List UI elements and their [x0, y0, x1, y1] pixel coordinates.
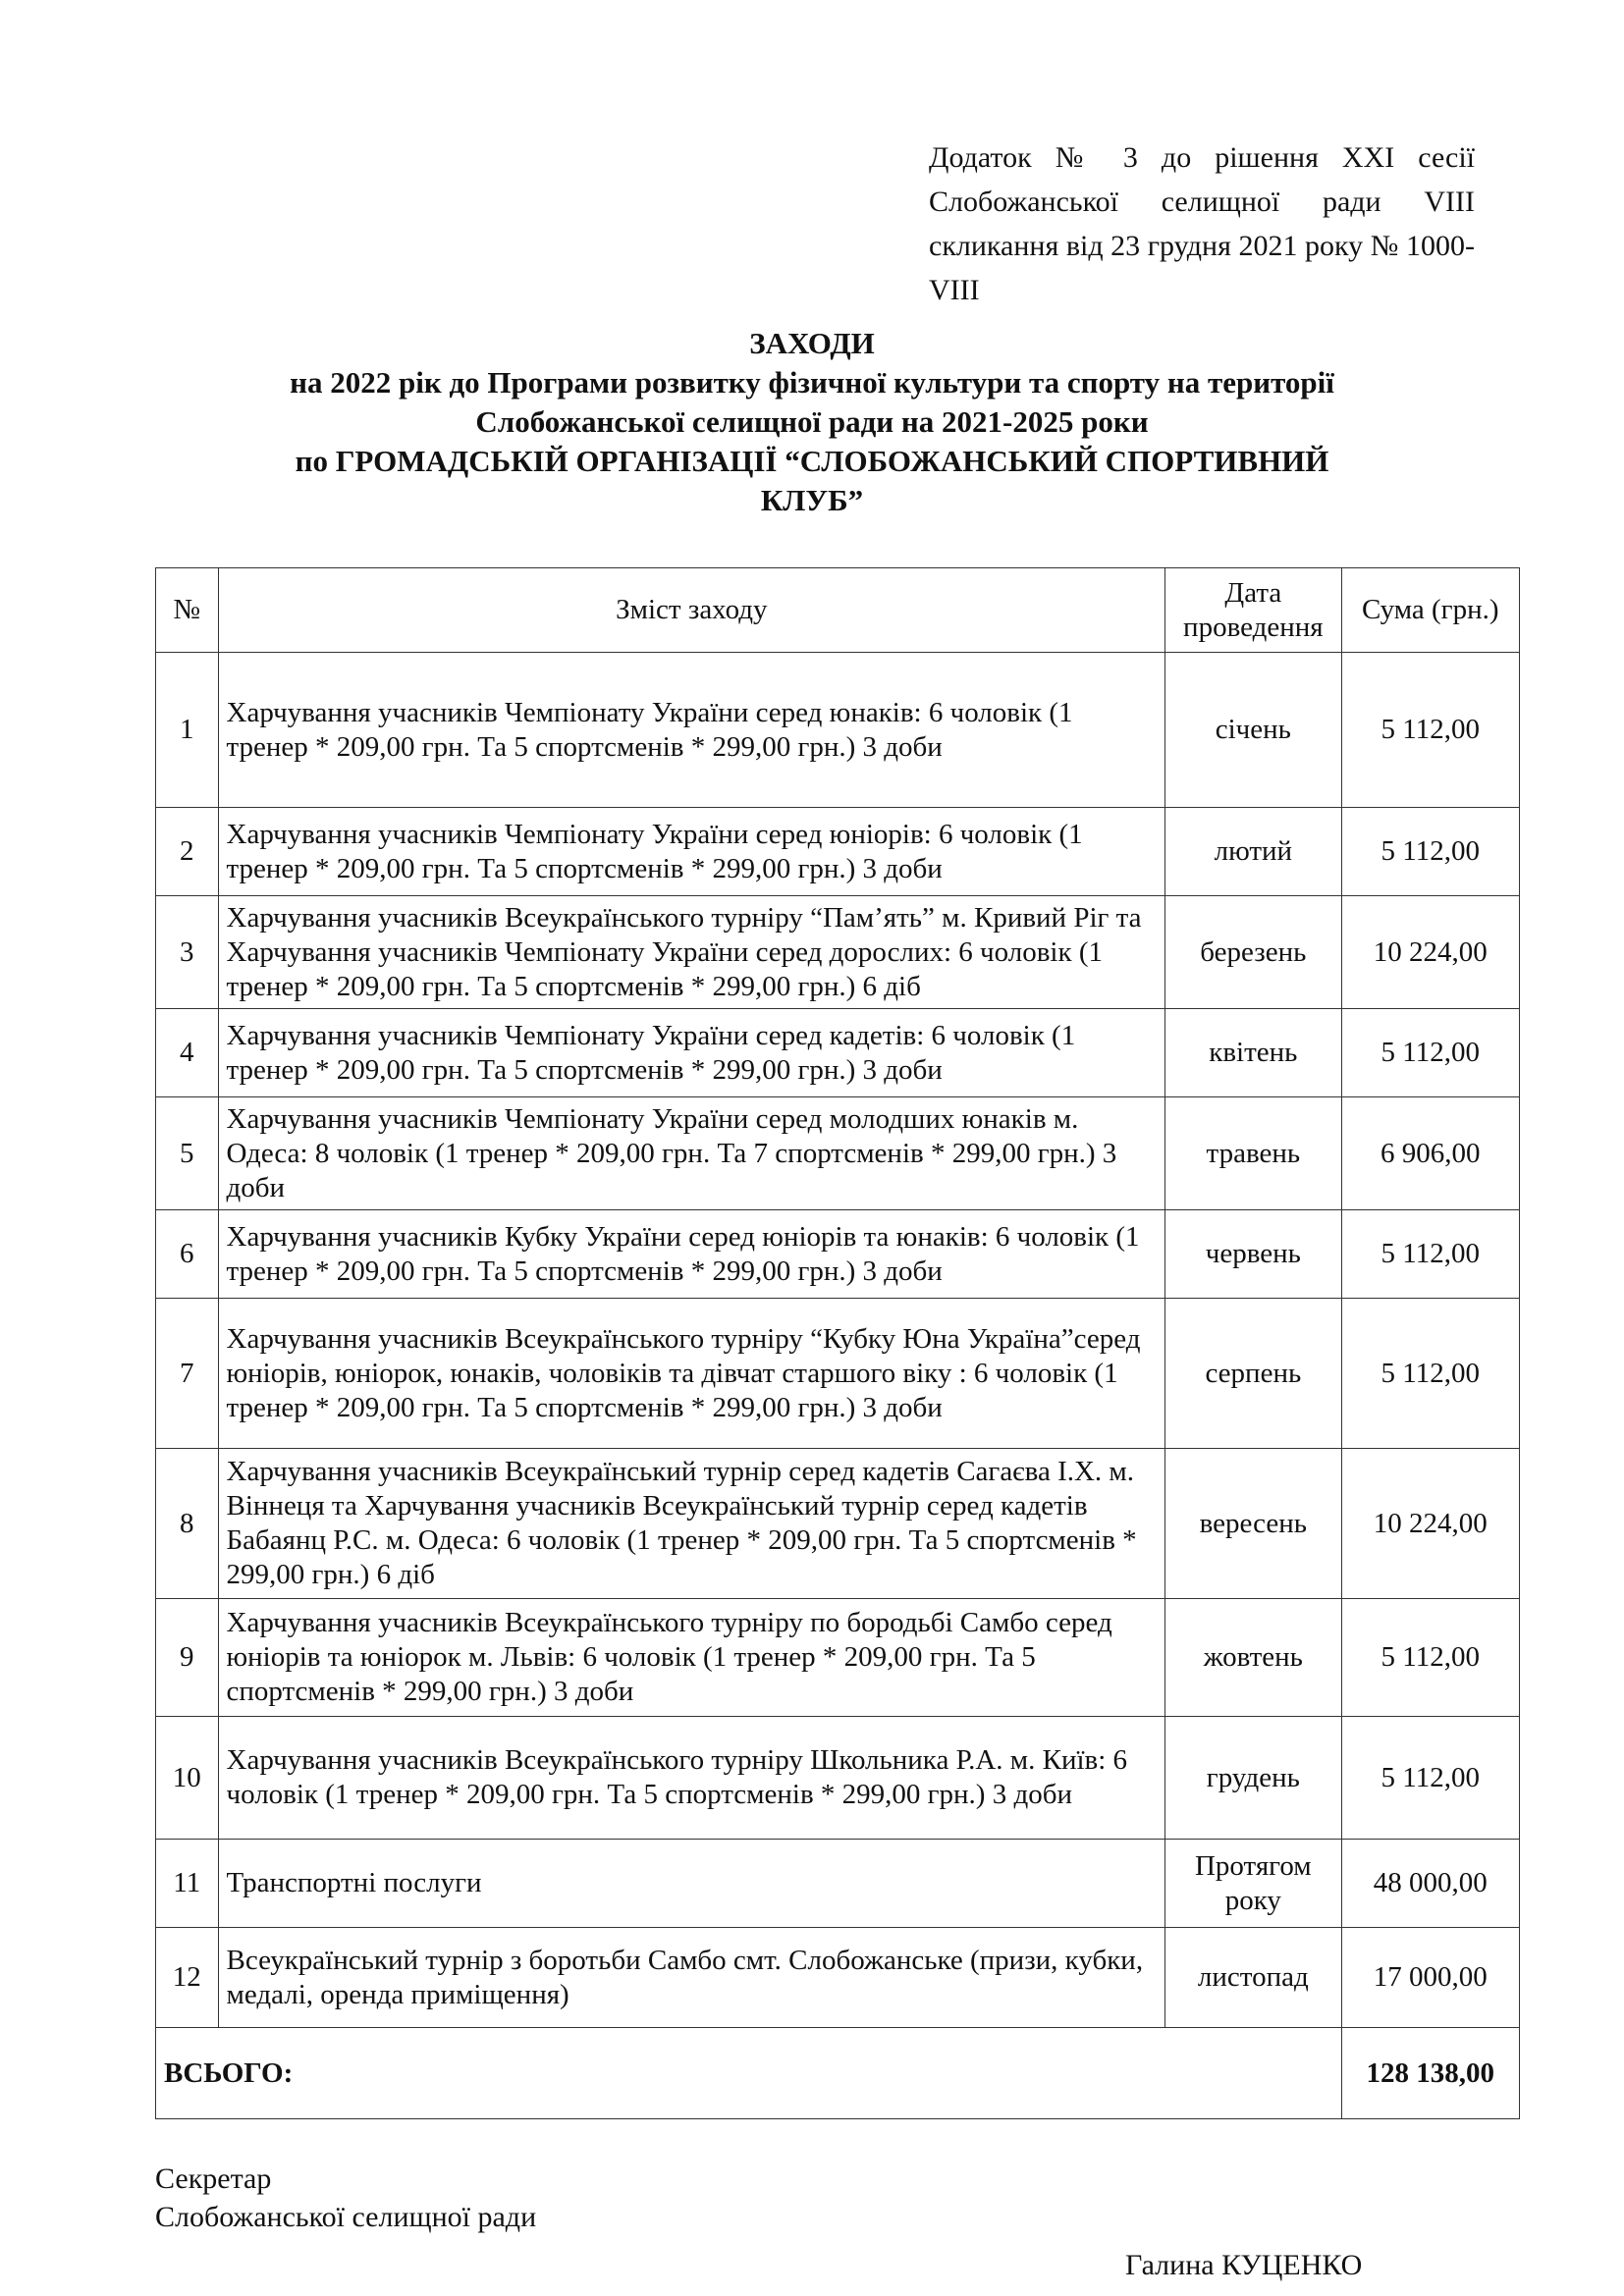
measures-table: [155, 567, 1520, 2119]
table-row: [156, 653, 1520, 808]
table-row: [156, 1097, 1520, 1210]
row-content: Харчування учасників Чемпіонату України серед молодших юнаків м. Одеса: 8 чоловік (1 тренер * 209,00 грн. Та 7 спортсменів * 299,00 грн.) 3 доби: [218, 1097, 1165, 1210]
row-content: Всеукраїнський турнір з боротьби Самбо смт. Слобожанське (призи, кубки, медалі, оренда приміщення): [218, 1928, 1165, 2028]
row-number: 11: [156, 1840, 219, 1928]
row-content: Харчування учасників Всеукраїнського турніру “Пам’ять” м. Кривий Ріг та Харчування учасників Чемпіонату України серед дорослих: 6 чоловік (1 тренер * 209,00 грн. Та 5 спортсменів * 299,00 грн.) 6 діб: [218, 896, 1165, 1009]
header-sum: Сума (грн.): [1341, 568, 1519, 653]
row-date: квітень: [1165, 1009, 1341, 1097]
title-line-5: КЛУБ”: [760, 483, 864, 517]
table-row: [156, 1717, 1520, 1840]
row-content: Харчування учасників Чемпіонату України серед юніорів: 6 чоловік (1 тренер * 209,00 грн. Та 5 спортсменів * 299,00 грн.) 3 доби: [218, 808, 1165, 896]
table-row: [156, 1009, 1520, 1097]
row-date: лютий: [1165, 808, 1341, 896]
title-line-3: Слобожанської селищної ради на 2021-2025 роки: [475, 404, 1149, 439]
row-number: 4: [156, 1009, 219, 1097]
appendix-note: Додаток № 3 до рішення XXI сесії Слобожанської селищної ради VIII скликання від 23 грудня 2021 року № 1000-VIII: [929, 141, 1475, 306]
row-number: 7: [156, 1299, 219, 1449]
row-number: 12: [156, 1928, 219, 2028]
table-row: [156, 1599, 1520, 1717]
row-content: Харчування учасників Чемпіонату України серед юнаків: 6 чоловік (1 тренер * 209,00 грн. Та 5 спортсменів * 299,00 грн.) 3 доби: [218, 653, 1165, 808]
row-date: січень: [1165, 653, 1341, 808]
row-date: жовтень: [1165, 1599, 1341, 1717]
row-content: Харчування учасників Всеукраїнського турніру “Кубку Юна Україна”серед юніорів, юніорок, юнаків, чоловіків та дівчат старшого віку : 6 чоловік (1 тренер * 209,00 грн. Та 5 спортсменів * 299,00 грн.) 3 доби: [218, 1299, 1165, 1449]
row-number: 9: [156, 1599, 219, 1717]
row-date: вересень: [1165, 1449, 1341, 1599]
row-number: 10: [156, 1717, 219, 1840]
row-number: 5: [156, 1097, 219, 1210]
title-line-2: на 2022 рік до Програми розвитку фізичної культури та спорту на території: [290, 365, 1334, 400]
row-content: Харчування учасників Всеукраїнського турніру Школьника Р.А. м. Київ: 6 чоловік (1 тренер * 209,00 грн. Та 5 спортсменів * 299,00 грн.) 3 доби: [218, 1717, 1165, 1840]
total-label: ВСЬОГО:: [156, 2028, 1342, 2119]
row-sum: 5 112,00: [1341, 1299, 1519, 1449]
table-row: [156, 1928, 1520, 2028]
row-number: 1: [156, 653, 219, 808]
row-sum: 5 112,00: [1341, 1009, 1519, 1097]
row-content: Харчування учасників Всеукраїнського турніру по бородьбі Самбо серед юніорів та юніорок м. Львів: 6 чоловік (1 тренер * 209,00 грн. Та 5 спортсменів * 299,00 грн.) 3 доби: [218, 1599, 1165, 1717]
row-date: грудень: [1165, 1717, 1341, 1840]
title-line-4: по ГРОМАДСЬКІЙ ОРГАНІЗАЦІЇ “СЛОБОЖАНСЬКИЙ СПОРТИВНИЙ: [295, 444, 1329, 478]
row-sum: 5 112,00: [1341, 1717, 1519, 1840]
row-sum: 5 112,00: [1341, 808, 1519, 896]
row-number: 6: [156, 1210, 219, 1299]
table-row: [156, 896, 1520, 1009]
table-row: [156, 1210, 1520, 1299]
row-date: Протягом року: [1165, 1840, 1341, 1928]
table-row: [156, 1449, 1520, 1599]
row-content: Харчування учасників Чемпіонату України серед кадетів: 6 чоловік (1 тренер * 209,00 грн. Та 5 спортсменів * 299,00 грн.) 3 доби: [218, 1009, 1165, 1097]
table-header-row: [156, 568, 1520, 653]
row-date: травень: [1165, 1097, 1341, 1210]
row-date: червень: [1165, 1210, 1341, 1299]
header-content: Зміст заходу: [218, 568, 1165, 653]
signature-position-line-1: Секретар: [155, 2163, 272, 2195]
row-sum: 6 906,00: [1341, 1097, 1519, 1210]
signature-block: [155, 2160, 1392, 2236]
row-sum: 10 224,00: [1341, 896, 1519, 1009]
row-sum: 10 224,00: [1341, 1449, 1519, 1599]
table-row: [156, 1840, 1520, 1928]
title-line-1: ЗАХОДИ: [749, 326, 875, 360]
table-row: [156, 808, 1520, 896]
row-content: Харчування учасників Кубку України серед юніорів та юнаків: 6 чоловік (1 тренер * 209,00 грн. Та 5 спортсменів * 299,00 грн.) 3 доби: [218, 1210, 1165, 1299]
row-date: листопад: [1165, 1928, 1341, 2028]
row-sum: 5 112,00: [1341, 1599, 1519, 1717]
header-date: Дата проведення: [1165, 568, 1341, 653]
table-row: [156, 1299, 1520, 1449]
row-sum: 5 112,00: [1341, 1210, 1519, 1299]
total-value: 128 138,00: [1341, 2028, 1519, 2119]
document-title: [157, 324, 1467, 520]
row-sum: 48 000,00: [1341, 1840, 1519, 1928]
total-row: [156, 2028, 1520, 2119]
signature-position-line-2: Слобожанської селищної ради: [155, 2201, 537, 2233]
row-content: Транспортні послуги: [218, 1840, 1165, 1928]
row-content: Харчування учасників Всеукраїнський турнір серед кадетів Сагаєва І.Х. м. Віннеця та Харчування учасників Всеукраїнський турнір серед кадетів Бабаянц Р.С. м. Одеса: 6 чоловік (1 тренер * 209,00 грн. Та 5 спортсменів * 299,00 грн.) 6 діб: [218, 1449, 1165, 1599]
signature-name: Галина КУЦЕНКО: [1125, 2249, 1363, 2281]
row-sum: 17 000,00: [1341, 1928, 1519, 2028]
row-sum: 5 112,00: [1341, 653, 1519, 808]
header-number: №: [156, 568, 219, 653]
row-date: березень: [1165, 896, 1341, 1009]
row-number: 8: [156, 1449, 219, 1599]
row-date: серпень: [1165, 1299, 1341, 1449]
row-number: 2: [156, 808, 219, 896]
row-number: 3: [156, 896, 219, 1009]
